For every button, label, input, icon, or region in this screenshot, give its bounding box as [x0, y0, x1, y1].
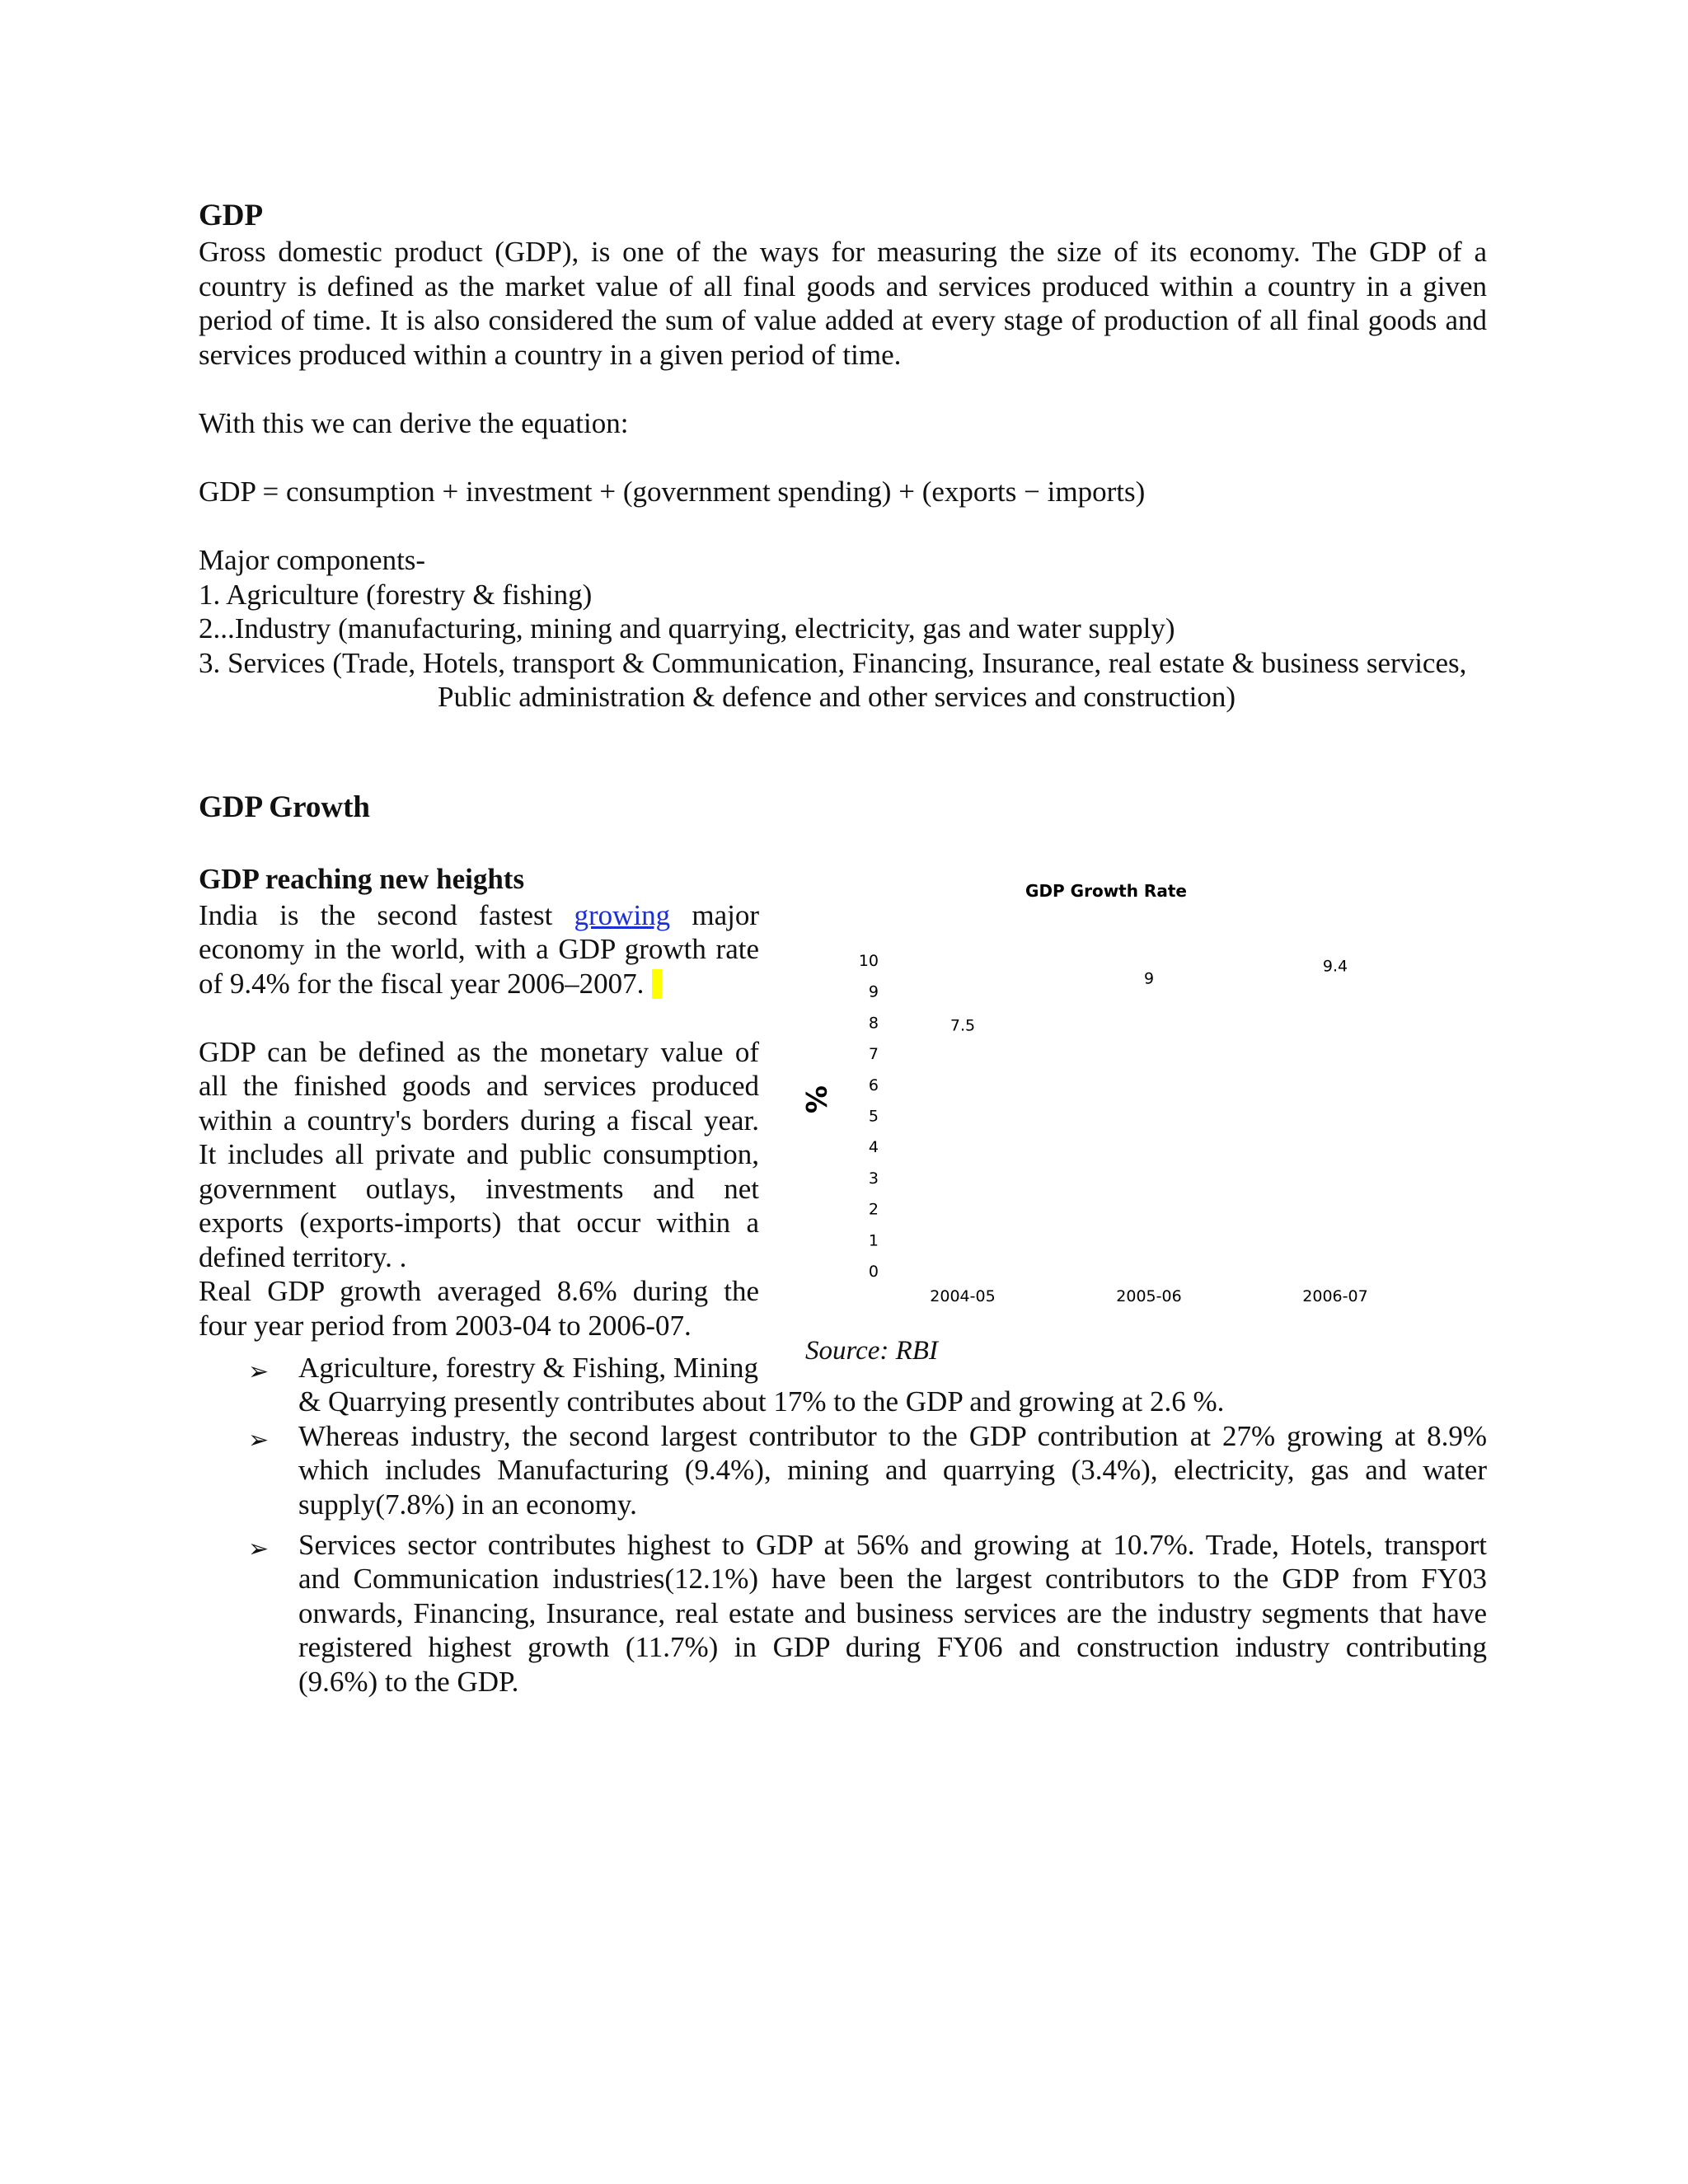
definition-line-5: government outlays, investments and net	[199, 1173, 759, 1205]
gdp-growth-chart	[791, 874, 1434, 1319]
bullet-1-line-2: & Quarrying presently contributes about 17% to the GDP and growing at 2.6 %.	[298, 1385, 1225, 1418]
chart-title: GDP Growth Rate	[1025, 881, 1187, 901]
data-label: 7.5	[950, 1016, 976, 1035]
y-tick-label: 9	[868, 982, 879, 1001]
y-tick-label: 1	[868, 1231, 879, 1250]
intro-line-3-text: of 9.4% for the fiscal year 2006–2007.	[199, 968, 645, 1000]
bar-2006-07	[1282, 979, 1389, 1271]
bullet-arrow-icon: ➢	[248, 1357, 270, 1386]
bullet-3-line-5: (9.6%) to the GDP.	[298, 1666, 519, 1698]
definition-line-6: exports (exports-imports) that occur within a	[199, 1207, 759, 1239]
intro-line-2: economy in the world, with a GDP growth rate	[199, 933, 759, 965]
gdp-heading: GDP	[199, 199, 264, 232]
definition-line-9: four year period from 2003-04 to 2006-07.	[199, 1310, 692, 1342]
gdp-equation: GDP = consumption + investment + (government spending) + (exports − imports)	[199, 476, 1146, 508]
data-label: 9.4	[1322, 957, 1348, 976]
chart-bars	[909, 979, 1389, 1271]
gdp-heights-subheading: GDP reaching new heights	[199, 863, 525, 895]
bullet-3-line-3: onwards, Financing, Insurance, real estate and business services are the industry segments that have	[298, 1597, 1487, 1629]
data-label: 9	[1143, 969, 1155, 988]
x-axis-ticks	[930, 1287, 1367, 1305]
y-tick-label: 10	[858, 952, 879, 970]
definition-line-2: all the finished goods and services produced	[199, 1070, 759, 1102]
y-tick-label: 6	[868, 1076, 879, 1094]
definition-line-1: GDP can be defined as the monetary value of	[199, 1036, 759, 1068]
y-tick-label: 3	[868, 1169, 879, 1188]
component-2: 2...Industry (manufacturing, mining and quarrying, electricity, gas and water supply)	[199, 612, 1175, 644]
gdp-paragraph-line-1: Gross domestic product (GDP), is one of the ways for measuring the size of its economy. The GDP of a	[199, 236, 1487, 268]
components-title: Major components-	[199, 544, 426, 576]
y-tick-label: 8	[868, 1014, 879, 1033]
intro-line-1	[199, 898, 759, 933]
y-tick-label: 2	[868, 1200, 879, 1219]
bullet-1-line-1: Agriculture, forestry & Fishing, Mining	[298, 1352, 759, 1384]
gdp-paragraph-line-3: period of time. It is also considered the sum of value added at every stage of production of all final goods and	[199, 304, 1487, 336]
bullet-arrow-icon: ➢	[248, 1426, 270, 1455]
gdp-growth-heading: GDP Growth	[199, 790, 370, 824]
intro-line-3	[199, 967, 662, 1001]
gdp-paragraph-line-2: country is defined as the market value of all final goods and services produced within a country in a given	[199, 270, 1487, 302]
component-1: 1. Agriculture (forestry & fishing)	[199, 579, 593, 611]
bullet-2-line-1: Whereas industry, the second largest contributor to the GDP contribution at 27% growing at 8.9%	[298, 1420, 1487, 1452]
bullet-2-line-3: supply(7.8%) in an economy.	[298, 1488, 637, 1521]
y-axis-ticks	[859, 952, 879, 1281]
component-3-continued: Public administration & defence and other services and construction)	[438, 681, 1236, 713]
gdp-paragraph-line-4: services produced within a country in a given period of time.	[199, 339, 902, 371]
bullet-3-line-4: registered highest growth (11.7%) in GDP during FY06 and construction industry contributing	[298, 1631, 1487, 1663]
x-tick-label: 2004-05	[930, 1287, 996, 1305]
y-tick-label: 7	[868, 1045, 879, 1064]
y-tick-label: 4	[868, 1138, 879, 1157]
bar-2004-05	[909, 1038, 1016, 1271]
y-tick-label: 5	[868, 1107, 879, 1126]
bullet-2-line-2: which includes Manufacturing (9.4%), mining and quarrying (3.4%), electricity, gas and water	[298, 1454, 1487, 1486]
definition-line-4: It includes all private and public consumption,	[199, 1138, 759, 1170]
intro-pre: India is the second fastest	[199, 899, 553, 931]
equation-intro: With this we can derive the equation:	[199, 407, 629, 439]
x-tick-label: 2005-06	[1116, 1287, 1182, 1305]
definition-line-8: Real GDP growth averaged 8.6% during the	[199, 1275, 759, 1307]
x-tick-label: 2006-07	[1302, 1287, 1368, 1305]
bullet-3-line-2: and Communication industries(12.1%) have been the largest contributors to the GDP from FY03	[298, 1563, 1487, 1595]
y-tick-label: 0	[868, 1263, 879, 1281]
bar-2005-06	[1095, 991, 1203, 1271]
intro-post: major	[692, 899, 760, 931]
y-axis-label: %	[799, 1085, 832, 1114]
bullet-3-line-1: Services sector contributes highest to GDP at 56% and growing at 10.7%. Trade, Hotels, transport	[298, 1529, 1487, 1561]
growing-link[interactable]: growing	[574, 899, 671, 931]
definition-line-7: defined territory. .	[199, 1241, 407, 1273]
component-3: 3. Services (Trade, Hotels, transport & Communication, Financing, Insurance, real estate & business services,	[199, 647, 1467, 679]
definition-line-3: within a country's borders during a fiscal year.	[199, 1104, 759, 1137]
chart-source: Source: RBI	[805, 1336, 938, 1366]
highlight-mark	[652, 969, 662, 999]
bullet-arrow-icon: ➢	[248, 1535, 270, 1563]
